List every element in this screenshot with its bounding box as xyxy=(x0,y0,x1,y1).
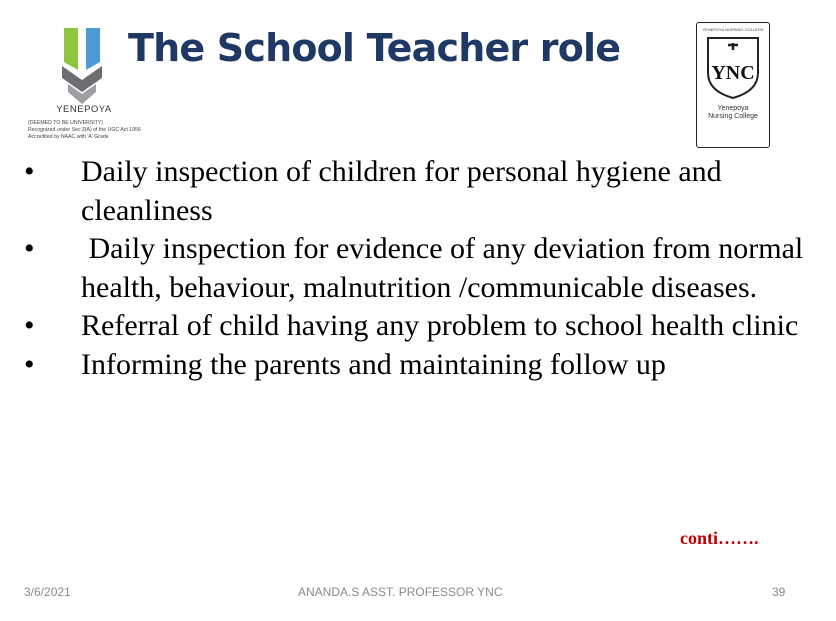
shield-crest-icon xyxy=(705,35,761,101)
bullet-text: Daily inspection for evidence of any deviation from normal health, behaviour, malnutrition /communicable diseases. xyxy=(81,232,811,304)
bullet-marker: • xyxy=(24,309,35,342)
yenepoya-nursing-college-logo xyxy=(696,22,770,148)
logo-left-line-3: Accredited by NAAC with 'A' Grade xyxy=(28,134,109,140)
bullet-text: Daily inspection of children for personal hygiene and cleanliness xyxy=(81,155,722,227)
yenepoya-emblem-icon xyxy=(58,26,106,108)
footer-page-number: 39 xyxy=(772,585,786,599)
yenepoya-university-logo xyxy=(26,24,142,152)
continuation-note: conti……. xyxy=(680,528,759,548)
bullet-text: Informing the parents and maintaining follow up xyxy=(81,347,666,381)
bullet-marker: • xyxy=(24,232,35,265)
slide-title: The School Teacher role xyxy=(128,26,621,70)
bullet-item xyxy=(24,307,814,346)
logo-right-name xyxy=(697,105,769,121)
bullet-marker: • xyxy=(24,347,35,381)
bullet-item xyxy=(24,230,814,307)
footer-date: 3/6/2021 xyxy=(24,585,71,599)
bullet-item xyxy=(24,153,814,230)
bullet-text: Referral of child having any problem to school health clinic xyxy=(81,309,799,342)
bullet-item xyxy=(24,346,814,385)
logo-right-name-line-1: Yenepoya xyxy=(717,105,749,112)
logo-left-line-1: (DEEMED TO BE UNIVERSITY) xyxy=(28,120,104,126)
footer-presenter: ANANDA.S ASST. PROFESSOR YNC xyxy=(298,585,503,599)
logo-right-name-line-2: Nursing College xyxy=(708,113,758,120)
logo-left-line-2: Recognized under Sec 3(A) of the UGC Act 1956 xyxy=(28,127,141,133)
bullet-marker: • xyxy=(24,155,35,188)
bullet-list xyxy=(24,153,814,384)
logo-right-top-text: YENEPOYA NURSING COLLEGE xyxy=(702,27,764,32)
logo-left-name: YENEPOYA xyxy=(56,104,112,115)
logo-right-monogram: YNC xyxy=(711,62,755,84)
